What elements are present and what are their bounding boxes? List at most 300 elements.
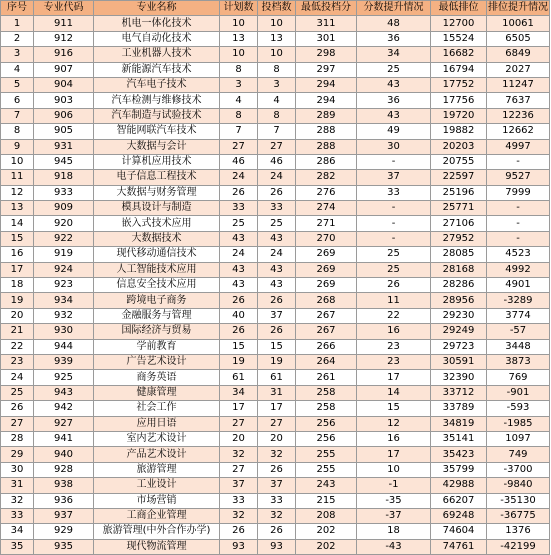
cell-score-change: -	[357, 201, 431, 216]
cell-plan-count: 27	[220, 416, 258, 431]
cell-plan-count: 43	[220, 231, 258, 246]
cell-major-code: 934	[34, 293, 94, 308]
cell-seq: 32	[1, 493, 34, 508]
cell-score-change: 25	[357, 62, 431, 77]
cell-min-score: 288	[296, 139, 357, 154]
cell-seq: 25	[1, 385, 34, 400]
cell-min-rank: 15524	[431, 31, 487, 46]
cell-admit-count: 20	[258, 431, 296, 446]
cell-major-name: 旅游管理(中外合作办学)	[94, 524, 220, 539]
cell-major-name: 旅游管理	[94, 462, 220, 477]
cell-major-code: 945	[34, 154, 94, 169]
cell-min-rank: 16794	[431, 62, 487, 77]
cell-min-score: 267	[296, 308, 357, 323]
cell-min-rank: 28956	[431, 293, 487, 308]
cell-major-name: 电气自动化技术	[94, 31, 220, 46]
cell-min-rank: 29249	[431, 324, 487, 339]
cell-score-change: 30	[357, 139, 431, 154]
header-plan-count: 计划数	[220, 1, 258, 16]
cell-major-name: 跨境电子商务	[94, 293, 220, 308]
cell-plan-count: 43	[220, 278, 258, 293]
cell-rank-change: 2027	[487, 62, 550, 77]
table-row	[1, 293, 550, 308]
cell-plan-count: 24	[220, 170, 258, 185]
table-row	[1, 385, 550, 400]
cell-major-name: 模具设计与制造	[94, 201, 220, 216]
cell-seq: 7	[1, 108, 34, 123]
cell-major-name: 机电一体化技术	[94, 16, 220, 31]
cell-rank-change: 6505	[487, 31, 550, 46]
table-row	[1, 108, 550, 123]
cell-rank-change: -3289	[487, 293, 550, 308]
cell-min-rank: 20203	[431, 139, 487, 154]
cell-major-name: 产品艺术设计	[94, 447, 220, 462]
table-row	[1, 185, 550, 200]
table-row	[1, 201, 550, 216]
cell-plan-count: 93	[220, 539, 258, 554]
cell-rank-change: 6849	[487, 47, 550, 62]
table-row	[1, 493, 550, 508]
cell-min-score: 261	[296, 370, 357, 385]
cell-min-score: 202	[296, 524, 357, 539]
header-min-rank: 最低排位	[431, 1, 487, 16]
cell-rank-change: -593	[487, 401, 550, 416]
header-admit-count: 投档数	[258, 1, 296, 16]
cell-major-code: 928	[34, 462, 94, 477]
cell-admit-count: 19	[258, 354, 296, 369]
table-row	[1, 524, 550, 539]
cell-major-name: 应用日语	[94, 416, 220, 431]
cell-major-code: 938	[34, 478, 94, 493]
table-row	[1, 77, 550, 92]
cell-min-score: 269	[296, 278, 357, 293]
table-row	[1, 47, 550, 62]
cell-seq: 29	[1, 447, 34, 462]
cell-seq: 14	[1, 216, 34, 231]
cell-score-change: 18	[357, 524, 431, 539]
cell-admit-count: 7	[258, 124, 296, 139]
cell-plan-count: 37	[220, 478, 258, 493]
cell-plan-count: 4	[220, 93, 258, 108]
cell-admit-count: 25	[258, 216, 296, 231]
cell-seq: 33	[1, 508, 34, 523]
cell-min-rank: 35799	[431, 462, 487, 477]
cell-plan-count: 15	[220, 339, 258, 354]
cell-score-change: 17	[357, 370, 431, 385]
cell-plan-count: 32	[220, 508, 258, 523]
cell-min-rank: 74761	[431, 539, 487, 554]
cell-min-rank: 74604	[431, 524, 487, 539]
cell-plan-count: 40	[220, 308, 258, 323]
header-score-change: 分数提升情况	[357, 1, 431, 16]
cell-admit-count: 43	[258, 231, 296, 246]
cell-seq: 12	[1, 185, 34, 200]
cell-seq: 26	[1, 401, 34, 416]
cell-plan-count: 26	[220, 524, 258, 539]
cell-score-change: -	[357, 216, 431, 231]
header-major-code: 专业代码	[34, 1, 94, 16]
table-row	[1, 262, 550, 277]
cell-plan-count: 13	[220, 31, 258, 46]
cell-major-name: 大数据与会计	[94, 139, 220, 154]
cell-min-score: 288	[296, 124, 357, 139]
cell-rank-change: 4997	[487, 139, 550, 154]
cell-admit-count: 4	[258, 93, 296, 108]
cell-major-name: 电子信息工程技术	[94, 170, 220, 185]
cell-score-change: 16	[357, 324, 431, 339]
cell-min-score: 268	[296, 293, 357, 308]
cell-seq: 11	[1, 170, 34, 185]
cell-rank-change: 4992	[487, 262, 550, 277]
cell-min-rank: 34819	[431, 416, 487, 431]
cell-min-rank: 32390	[431, 370, 487, 385]
cell-score-change: 43	[357, 108, 431, 123]
cell-plan-count: 10	[220, 16, 258, 31]
cell-min-rank: 17756	[431, 93, 487, 108]
table-row	[1, 354, 550, 369]
cell-plan-count: 26	[220, 185, 258, 200]
cell-major-name: 智能网联汽车技术	[94, 124, 220, 139]
cell-major-code: 907	[34, 62, 94, 77]
cell-seq: 17	[1, 262, 34, 277]
cell-min-rank: 35141	[431, 431, 487, 446]
cell-admit-count: 8	[258, 62, 296, 77]
cell-rank-change: 4901	[487, 278, 550, 293]
cell-score-change: 15	[357, 401, 431, 416]
cell-seq: 34	[1, 524, 34, 539]
cell-score-change: -37	[357, 508, 431, 523]
cell-seq: 13	[1, 201, 34, 216]
cell-admit-count: 10	[258, 16, 296, 31]
cell-major-code: 912	[34, 31, 94, 46]
cell-min-score: 289	[296, 108, 357, 123]
cell-rank-change: -1985	[487, 416, 550, 431]
cell-plan-count: 34	[220, 385, 258, 400]
cell-seq: 9	[1, 139, 34, 154]
table-row	[1, 139, 550, 154]
cell-plan-count: 26	[220, 293, 258, 308]
cell-rank-change: 4523	[487, 247, 550, 262]
cell-plan-count: 33	[220, 493, 258, 508]
cell-major-code: 942	[34, 401, 94, 416]
cell-seq: 15	[1, 231, 34, 246]
cell-admit-count: 61	[258, 370, 296, 385]
cell-major-name: 市场营销	[94, 493, 220, 508]
cell-min-score: 255	[296, 447, 357, 462]
cell-seq: 24	[1, 370, 34, 385]
cell-min-rank: 33789	[431, 401, 487, 416]
cell-admit-count: 32	[258, 447, 296, 462]
table-row	[1, 370, 550, 385]
cell-seq: 8	[1, 124, 34, 139]
cell-min-score: 270	[296, 231, 357, 246]
cell-min-rank: 42988	[431, 478, 487, 493]
cell-rank-change: 3774	[487, 308, 550, 323]
cell-plan-count: 46	[220, 154, 258, 169]
cell-rank-change: 3873	[487, 354, 550, 369]
table-row	[1, 154, 550, 169]
cell-admit-count: 17	[258, 401, 296, 416]
cell-major-name: 金融服务与管理	[94, 308, 220, 323]
cell-admit-count: 24	[258, 247, 296, 262]
cell-score-change: 36	[357, 31, 431, 46]
cell-min-score: 282	[296, 170, 357, 185]
cell-min-rank: 28085	[431, 247, 487, 262]
cell-major-code: 922	[34, 231, 94, 246]
table-row	[1, 124, 550, 139]
cell-major-name: 社会工作	[94, 401, 220, 416]
cell-major-name: 商务英语	[94, 370, 220, 385]
table-row	[1, 447, 550, 462]
cell-min-score: 271	[296, 216, 357, 231]
cell-major-name: 国际经济与贸易	[94, 324, 220, 339]
cell-min-rank: 33712	[431, 385, 487, 400]
cell-admit-count: 37	[258, 478, 296, 493]
cell-seq: 20	[1, 308, 34, 323]
table-row	[1, 508, 550, 523]
table-row	[1, 324, 550, 339]
cell-min-rank: 29723	[431, 339, 487, 354]
cell-seq: 18	[1, 278, 34, 293]
cell-plan-count: 8	[220, 108, 258, 123]
cell-plan-count: 17	[220, 401, 258, 416]
cell-min-score: 202	[296, 539, 357, 554]
table-row	[1, 247, 550, 262]
cell-major-code: 903	[34, 93, 94, 108]
table-row	[1, 401, 550, 416]
cell-score-change: 10	[357, 462, 431, 477]
cell-min-score: 294	[296, 93, 357, 108]
cell-min-score: 256	[296, 416, 357, 431]
cell-admit-count: 33	[258, 201, 296, 216]
cell-score-change: 37	[357, 170, 431, 185]
cell-min-rank: 16682	[431, 47, 487, 62]
cell-min-score: 267	[296, 324, 357, 339]
cell-admit-count: 27	[258, 139, 296, 154]
cell-major-code: 905	[34, 124, 94, 139]
cell-min-rank: 29230	[431, 308, 487, 323]
cell-score-change: -43	[357, 539, 431, 554]
cell-min-score: 256	[296, 431, 357, 446]
table-row	[1, 16, 550, 31]
cell-major-name: 工业设计	[94, 478, 220, 493]
cell-min-score: 298	[296, 47, 357, 62]
cell-min-score: 297	[296, 62, 357, 77]
cell-min-score: 311	[296, 16, 357, 31]
cell-major-name: 室内艺术设计	[94, 431, 220, 446]
cell-seq: 16	[1, 247, 34, 262]
cell-rank-change: -3700	[487, 462, 550, 477]
cell-admit-count: 10	[258, 47, 296, 62]
cell-min-rank: 19720	[431, 108, 487, 123]
cell-major-name: 现代移动通信技术	[94, 247, 220, 262]
cell-major-name: 广告艺术设计	[94, 354, 220, 369]
cell-major-code: 920	[34, 216, 94, 231]
cell-admit-count: 3	[258, 77, 296, 92]
cell-min-score: 258	[296, 401, 357, 416]
cell-seq: 28	[1, 431, 34, 446]
cell-admit-count: 26	[258, 524, 296, 539]
header-major-name: 专业名称	[94, 1, 220, 16]
cell-major-code: 930	[34, 324, 94, 339]
cell-seq: 27	[1, 416, 34, 431]
cell-major-code: 918	[34, 170, 94, 185]
cell-score-change: 36	[357, 93, 431, 108]
cell-major-name: 新能源汽车技术	[94, 62, 220, 77]
table-row	[1, 478, 550, 493]
cell-rank-change: -	[487, 154, 550, 169]
cell-min-rank: 12700	[431, 16, 487, 31]
table-body	[1, 16, 550, 555]
cell-min-score: 264	[296, 354, 357, 369]
cell-admit-count: 37	[258, 308, 296, 323]
cell-rank-change: 769	[487, 370, 550, 385]
cell-min-rank: 28168	[431, 262, 487, 277]
cell-major-code: 939	[34, 354, 94, 369]
header-seq: 序号	[1, 1, 34, 16]
cell-admit-count: 46	[258, 154, 296, 169]
cell-seq: 22	[1, 339, 34, 354]
cell-seq: 21	[1, 324, 34, 339]
cell-seq: 23	[1, 354, 34, 369]
cell-major-code: 927	[34, 416, 94, 431]
table-row	[1, 539, 550, 554]
cell-major-name: 信息安全技术应用	[94, 278, 220, 293]
cell-plan-count: 10	[220, 47, 258, 62]
cell-plan-count: 32	[220, 447, 258, 462]
cell-score-change: 22	[357, 308, 431, 323]
cell-min-rank: 25196	[431, 185, 487, 200]
table-row	[1, 62, 550, 77]
table-row	[1, 216, 550, 231]
cell-score-change: -35	[357, 493, 431, 508]
cell-min-score: 269	[296, 247, 357, 262]
cell-rank-change: -	[487, 201, 550, 216]
table-row	[1, 170, 550, 185]
cell-min-score: 286	[296, 154, 357, 169]
cell-min-rank: 66207	[431, 493, 487, 508]
cell-major-code: 906	[34, 108, 94, 123]
cell-seq: 3	[1, 47, 34, 62]
cell-major-name: 现代物流管理	[94, 539, 220, 554]
cell-seq: 31	[1, 478, 34, 493]
cell-score-change: -	[357, 231, 431, 246]
cell-major-code: 919	[34, 247, 94, 262]
cell-rank-change: 7637	[487, 93, 550, 108]
cell-admit-count: 93	[258, 539, 296, 554]
cell-score-change: 23	[357, 354, 431, 369]
cell-rank-change: 7999	[487, 185, 550, 200]
cell-rank-change: -35130	[487, 493, 550, 508]
header-rank-change: 排位提升情况	[487, 1, 550, 16]
table-row	[1, 416, 550, 431]
cell-major-code: 933	[34, 185, 94, 200]
cell-admit-count: 26	[258, 293, 296, 308]
cell-rank-change: 1097	[487, 431, 550, 446]
cell-min-rank: 25771	[431, 201, 487, 216]
cell-plan-count: 27	[220, 139, 258, 154]
cell-seq: 30	[1, 462, 34, 477]
cell-rank-change: -36775	[487, 508, 550, 523]
cell-min-score: 215	[296, 493, 357, 508]
cell-major-code: 925	[34, 370, 94, 385]
cell-min-rank: 30591	[431, 354, 487, 369]
cell-min-score: 266	[296, 339, 357, 354]
cell-plan-count: 24	[220, 247, 258, 262]
cell-major-code: 931	[34, 139, 94, 154]
cell-rank-change: 749	[487, 447, 550, 462]
cell-major-code: 911	[34, 16, 94, 31]
cell-min-score: 208	[296, 508, 357, 523]
cell-seq: 4	[1, 62, 34, 77]
cell-score-change: 26	[357, 278, 431, 293]
cell-seq: 19	[1, 293, 34, 308]
cell-admit-count: 27	[258, 416, 296, 431]
cell-rank-change: 1376	[487, 524, 550, 539]
cell-rank-change: 10061	[487, 16, 550, 31]
table-row	[1, 431, 550, 446]
cell-admit-count: 32	[258, 508, 296, 523]
cell-major-code: 937	[34, 508, 94, 523]
cell-major-name: 大数据与财务管理	[94, 185, 220, 200]
cell-major-name: 工业机器人技术	[94, 47, 220, 62]
cell-major-code: 932	[34, 308, 94, 323]
cell-plan-count: 26	[220, 324, 258, 339]
cell-plan-count: 25	[220, 216, 258, 231]
cell-major-name: 工商企业管理	[94, 508, 220, 523]
cell-admit-count: 15	[258, 339, 296, 354]
cell-score-change: 48	[357, 16, 431, 31]
cell-rank-change: 9527	[487, 170, 550, 185]
cell-min-score: 294	[296, 77, 357, 92]
cell-min-score: 276	[296, 185, 357, 200]
cell-score-change: 43	[357, 77, 431, 92]
cell-rank-change: -57	[487, 324, 550, 339]
cell-plan-count: 3	[220, 77, 258, 92]
cell-admit-count: 26	[258, 324, 296, 339]
cell-rank-change: 12662	[487, 124, 550, 139]
cell-seq: 2	[1, 31, 34, 46]
cell-score-change: 12	[357, 416, 431, 431]
cell-major-code: 904	[34, 77, 94, 92]
header-row	[1, 1, 550, 16]
cell-plan-count: 27	[220, 462, 258, 477]
cell-min-score: 255	[296, 462, 357, 477]
cell-score-change: 11	[357, 293, 431, 308]
cell-major-name: 计算机应用技术	[94, 154, 220, 169]
cell-major-code: 936	[34, 493, 94, 508]
cell-seq: 10	[1, 154, 34, 169]
cell-plan-count: 20	[220, 431, 258, 446]
header-min-score: 最低投档分	[296, 1, 357, 16]
cell-major-code: 909	[34, 201, 94, 216]
cell-rank-change: 12236	[487, 108, 550, 123]
table-row	[1, 308, 550, 323]
cell-min-rank: 19882	[431, 124, 487, 139]
cell-min-rank: 27952	[431, 231, 487, 246]
cell-score-change: 14	[357, 385, 431, 400]
cell-min-rank: 28286	[431, 278, 487, 293]
cell-seq: 5	[1, 77, 34, 92]
cell-major-code: 929	[34, 524, 94, 539]
cell-rank-change: -	[487, 231, 550, 246]
cell-admit-count: 31	[258, 385, 296, 400]
cell-min-rank: 20755	[431, 154, 487, 169]
cell-major-name: 学前教育	[94, 339, 220, 354]
cell-score-change: 17	[357, 447, 431, 462]
cell-seq: 6	[1, 93, 34, 108]
cell-major-name: 健康管理	[94, 385, 220, 400]
